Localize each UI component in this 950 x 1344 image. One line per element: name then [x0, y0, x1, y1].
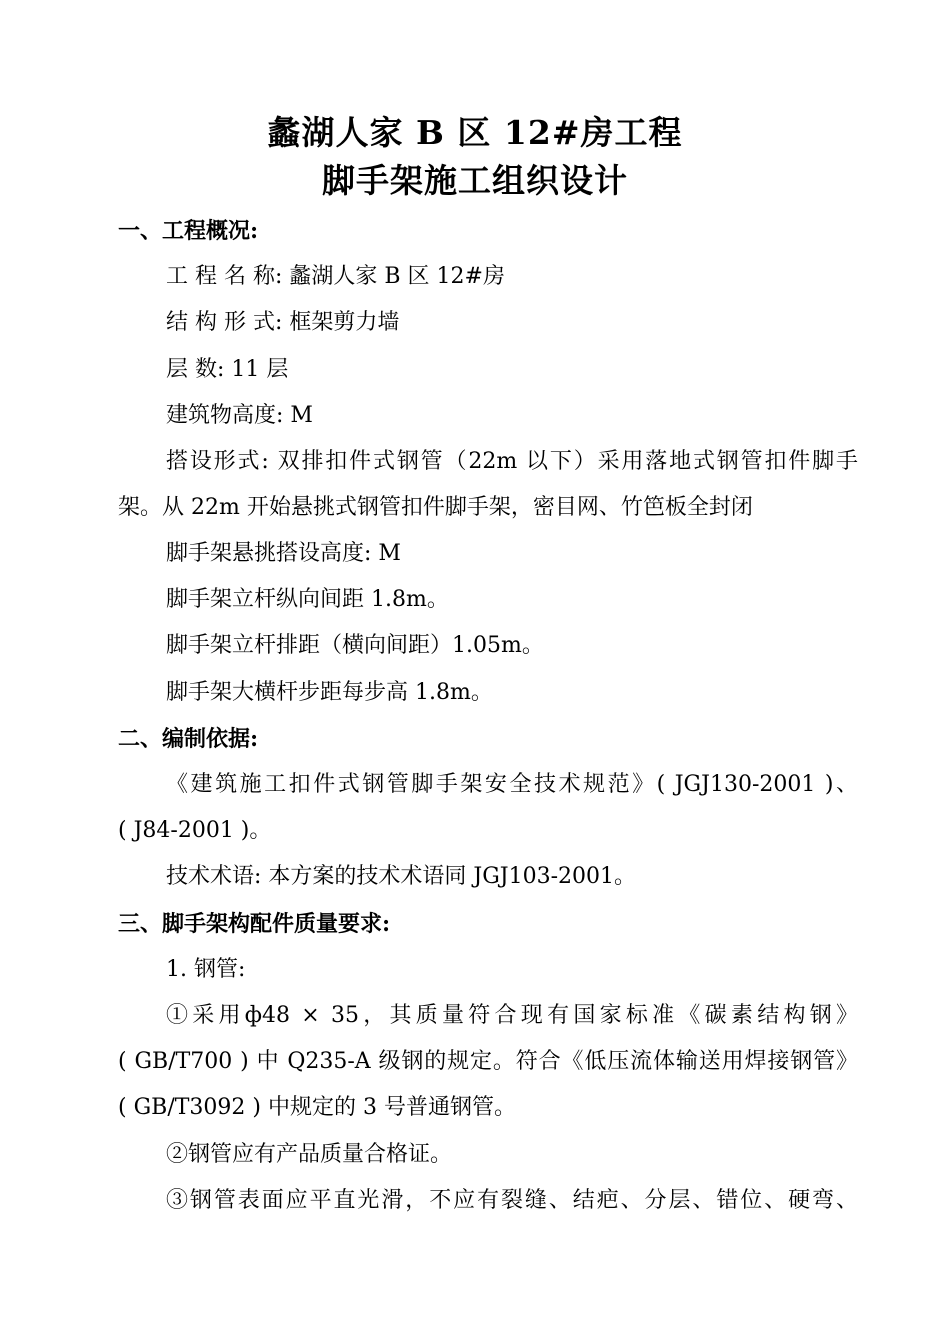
erection-form-continued-line: 架。从 22m 开始悬挑式钢管扣件脚手架，密目网、竹笆板全封闭	[118, 495, 753, 520]
certificate-requirement-line: ②钢管应有产品质量合格证。	[166, 1142, 453, 1167]
steel-pipe-spec-line: ①采用ф48 × 35，其质量符合现有国家标准《碳素结构钢》	[166, 1003, 858, 1028]
structure-type-line: 结 构 形 式: 框架剪力墙	[166, 310, 400, 335]
cantilever-height-line: 脚手架悬挑搭设高度: M	[166, 541, 401, 566]
pole-row-spacing-line: 脚手架立杆排距（横向间距）1.05m。	[166, 633, 544, 658]
erection-form-line: 搭设形式: 双排扣件式钢管（22m 以下）采用落地式钢管扣件脚手	[166, 449, 858, 474]
building-height-line: 建筑物高度: M	[166, 403, 313, 428]
project-name-line: 工 程 名 称: 蠡湖人家 B 区 12#房	[166, 264, 505, 289]
ledger-step-line: 脚手架大横杆步距每步高 1.8m。	[166, 680, 493, 705]
steel-pipe-item-line: 1. 钢管:	[166, 957, 246, 982]
basis-standard-line: 《建筑施工扣件式钢管脚手架安全技术规范》( JGJ130-2001 )、	[166, 772, 858, 797]
section-heading-quality: 三、脚手架构配件质量要求:	[118, 911, 391, 937]
surface-requirement-line: ③钢管表面应平直光滑，不应有裂缝、结疤、分层、错位、硬弯、	[166, 1188, 858, 1213]
floor-count-line: 层 数: 11 层	[166, 357, 289, 382]
steel-pipe-spec-continued-line: ( GB/T700 ) 中 Q235-A 级钢的规定。符合《低压流体输送用焊接钢管》	[118, 1049, 858, 1074]
document-title-line-2: 脚手架施工组织设计	[322, 161, 628, 200]
technical-terms-line: 技术术语: 本方案的技术术语同 JGJ103-2001。	[166, 864, 637, 889]
steel-pipe-spec-end-line: ( GB/T3092 ) 中规定的 3 号普通钢管。	[118, 1095, 516, 1120]
basis-standard-continued-line: ( J84-2001 )。	[118, 818, 272, 843]
pole-longitudinal-spacing-line: 脚手架立杆纵向间距 1.8m。	[166, 587, 449, 612]
section-heading-overview: 一、工程概况:	[118, 218, 259, 244]
section-heading-basis: 二、编制依据:	[118, 726, 259, 752]
document-title-line-1: 蠡湖人家 B 区 12#房工程	[267, 113, 683, 152]
